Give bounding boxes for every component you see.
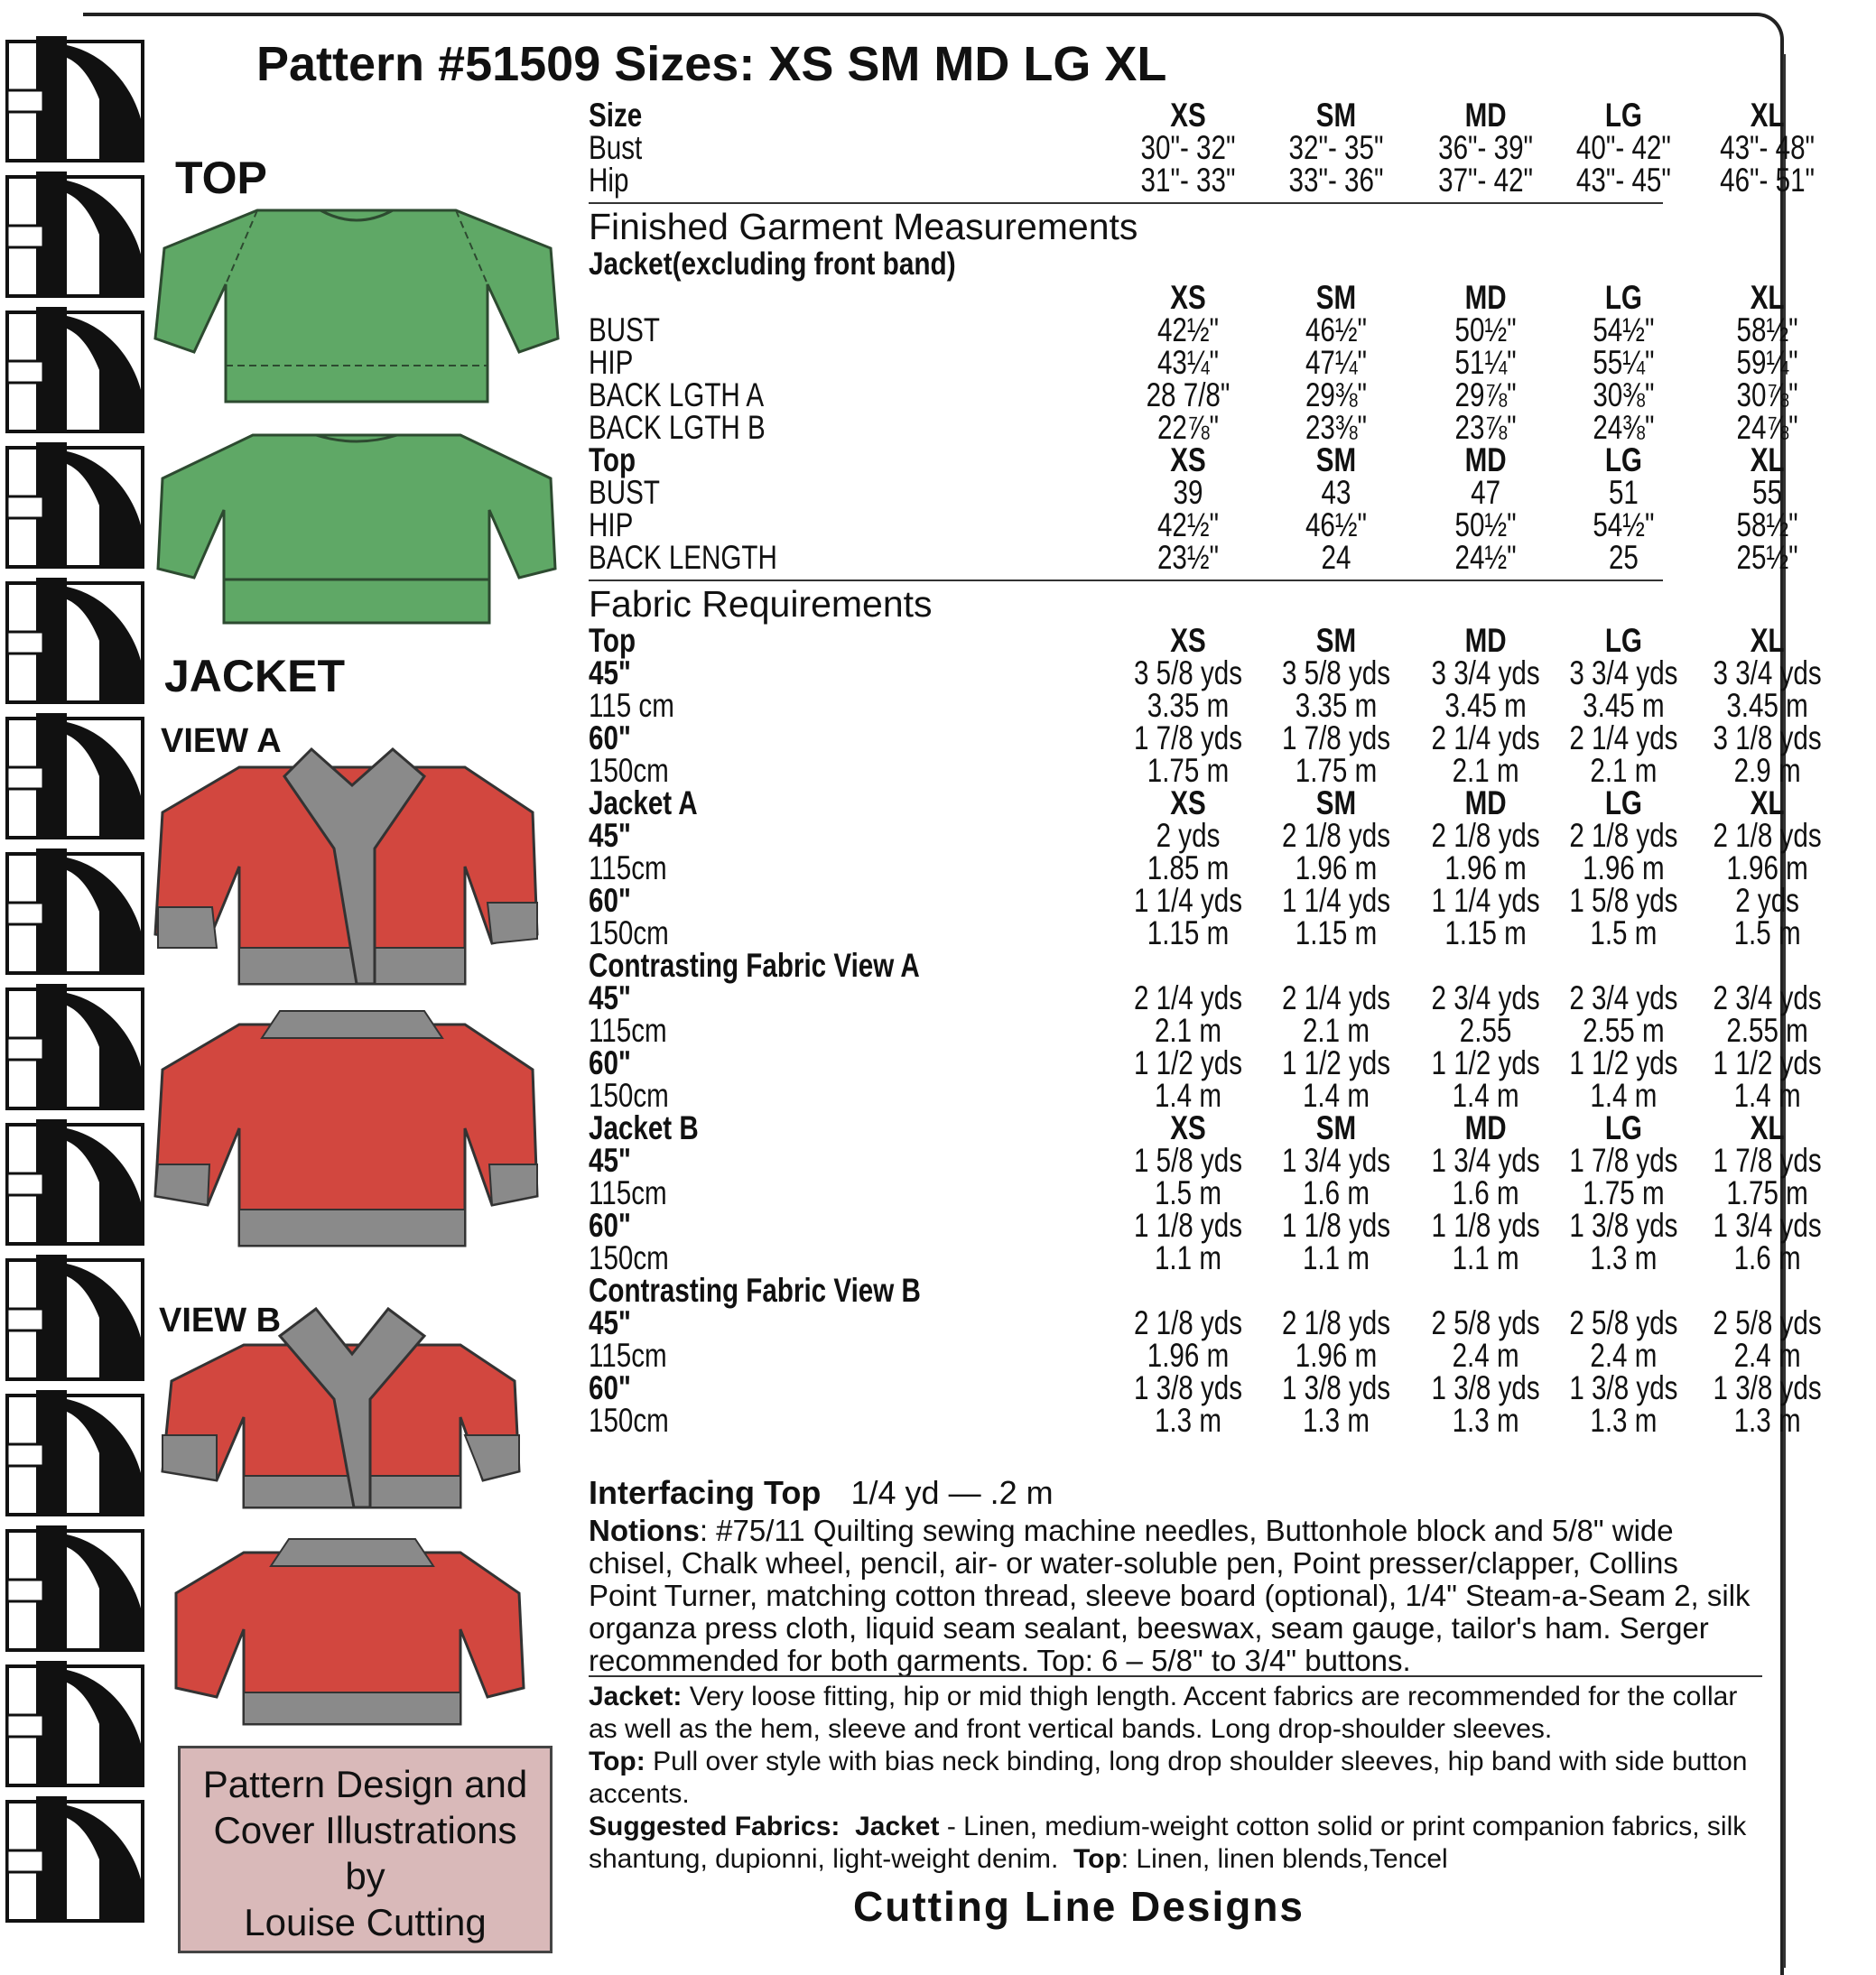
table-row — [589, 687, 1808, 724]
fabric-width-label: 45" — [589, 1142, 631, 1179]
row-label: BUST — [589, 311, 660, 348]
table-row — [589, 882, 1799, 919]
cell: 1.1 m — [1452, 1239, 1519, 1276]
cell: 50½" — [1454, 506, 1517, 543]
size-column-header: LG — [1604, 784, 1642, 821]
cell: 1.75 m — [1583, 1174, 1665, 1211]
cell: 1 3/8 yds — [1569, 1207, 1678, 1244]
size-column-header: MD — [1464, 622, 1507, 659]
divider — [589, 580, 1663, 581]
cell: 2.4 m — [1590, 1337, 1658, 1374]
finished-measurements-title: Finished Garment Measurements — [589, 206, 1138, 247]
cell: 1.5 m — [1590, 914, 1658, 951]
jacket-view-a-back-illustration — [153, 1002, 551, 1255]
size-column-header: XS — [1170, 622, 1206, 659]
cell: 54½" — [1593, 506, 1655, 543]
cell: 3 5/8 yds — [1133, 654, 1243, 691]
table-row — [589, 817, 1822, 854]
cell: 3 1/8 yds — [1713, 719, 1822, 756]
jacket-measurements-title: Jacket(excluding front band) — [589, 246, 956, 282]
row-label: BACK LENGTH — [589, 539, 777, 576]
cell: 2 1/8 yds — [1281, 817, 1391, 854]
fabric-width-label: 45" — [589, 1304, 631, 1341]
fabric-group-header — [589, 784, 1785, 821]
cell: 30⅜" — [1593, 376, 1655, 413]
jacket-view-b-front-illustration — [153, 1300, 551, 1516]
cell: 1.4 m — [1733, 1077, 1801, 1114]
cell: 3.45 m — [1444, 687, 1527, 724]
cell: 42½" — [1156, 311, 1220, 348]
row-label: BACK LGTH A — [589, 376, 765, 413]
cell: 1.96 m — [1147, 1337, 1230, 1374]
table-row — [589, 409, 1798, 446]
cell: 42½" — [1156, 506, 1220, 543]
cell: 1.3 m — [1154, 1402, 1222, 1439]
cell: 2 1/4 yds — [1569, 719, 1678, 756]
cell: 46½" — [1305, 311, 1368, 348]
table-row — [589, 311, 1798, 348]
fabric-group-title: Contrasting Fabric View B — [589, 1272, 921, 1309]
cell: 24½" — [1454, 539, 1517, 576]
cell: 2 1/8 yds — [1133, 1304, 1243, 1341]
cell: 1 7/8 yds — [1133, 719, 1243, 756]
size-column-header: LG — [1604, 1109, 1642, 1146]
cell: 1.96 m — [1295, 849, 1378, 886]
jacket-description-text: Very loose fitting, hip or mid thigh length. Accent fabrics are recommended for the collar as well as the hem, sleeve and front vertical bands. Long drop-shoulder sleeves. — [589, 1682, 1738, 1744]
cell: 3.35 m — [1147, 687, 1230, 724]
cell: 2 yds — [1735, 882, 1799, 919]
cell: 1.3 m — [1733, 1402, 1801, 1439]
cell: 1 1/2 yds — [1431, 1044, 1540, 1081]
cell: 2 1/4 yds — [1281, 979, 1391, 1016]
notions-text: : #75/11 Quilting sewing machine needles, Buttonhole block and 5/8" wide chisel, Chalk wheel, pencil, air- or water-soluble pen, Point presser/clapper, Collins Point Turner, matching cotton thread, sleeve board (optional), 1/4" Steam-a-Seam 2, silk organza press cloth, liquid seam sealant, beeswax, seam gauge, tailor's ham. Serger recommended for both garments. Top: 6 – 5/8" to 3/4" buttons. — [589, 1514, 1751, 1677]
size-col-sm: SM — [1315, 441, 1357, 478]
cell: 1.3 m — [1452, 1402, 1519, 1439]
cell: 2 1/8 yds — [1281, 1304, 1391, 1341]
cell: 58½" — [1736, 311, 1798, 348]
notions-label: Notions — [589, 1514, 700, 1547]
cell: 2.4 m — [1733, 1337, 1801, 1374]
cell: 46½" — [1305, 506, 1368, 543]
cell: 1 1/2 yds — [1281, 1044, 1391, 1081]
cell: 1.75 m — [1295, 752, 1378, 789]
cell: 1.4 m — [1154, 1077, 1222, 1114]
cell: 1 3/4 yds — [1281, 1142, 1391, 1179]
row-label: BACK LGTH B — [589, 409, 766, 446]
table-row — [589, 849, 1808, 886]
cell: 1 3/8 yds — [1569, 1369, 1678, 1406]
table-row — [589, 752, 1801, 789]
table-row — [589, 129, 1816, 166]
size-column-header: SM — [1315, 1109, 1357, 1146]
credit-line-3: by — [345, 1855, 385, 1897]
cell: 1.1 m — [1302, 1239, 1370, 1276]
size-col-sm: SM — [1315, 97, 1357, 134]
cell: 24⅜" — [1593, 409, 1655, 446]
cell: 1.96 m — [1295, 1337, 1378, 1374]
cell: 33"- 36" — [1288, 162, 1384, 199]
row-label: HIP — [589, 506, 634, 543]
cell: 1.15 m — [1295, 914, 1378, 951]
table-row — [589, 914, 1801, 951]
suggested-fabrics-label: Suggested Fabrics: — [589, 1812, 840, 1841]
fabric-width-label: 115cm — [589, 1174, 667, 1211]
suggested-fabrics-jacket-text: - Linen, medium-weight cotton solid or print companion fabrics, silk shantung, dupionni, light-weight denim. — [589, 1812, 1747, 1874]
credit-line-2: Cover Illustrations — [213, 1809, 517, 1851]
interfacing-line — [589, 1474, 1753, 1511]
cell: 1.4 m — [1452, 1077, 1519, 1114]
cell: 1.3 m — [1590, 1402, 1658, 1439]
cell: 2 3/4 yds — [1713, 979, 1822, 1016]
cell: 1.1 m — [1154, 1239, 1222, 1276]
cell: 2 5/8 yds — [1713, 1304, 1822, 1341]
cell: 23½" — [1156, 539, 1220, 576]
cell: 3 3/4 yds — [1569, 654, 1678, 691]
cell: 2.55 — [1459, 1012, 1512, 1049]
size-column-header: XS — [1170, 784, 1206, 821]
cell: 1 7/8 yds — [1569, 1142, 1678, 1179]
cell: 51 — [1608, 474, 1639, 511]
cell: 37"- 42" — [1438, 162, 1534, 199]
suggested-fabrics-jacket-label: Jacket — [855, 1812, 940, 1841]
size-col-xs: XS — [1170, 279, 1206, 316]
cell: 2.9 m — [1733, 752, 1801, 789]
cell: 1.75 m — [1147, 752, 1230, 789]
fabric-width-label: 150cm — [589, 1402, 669, 1439]
top-description-text: Pull over style with bias neck binding, long drop shoulder sleeves, hip band with side button accents. — [589, 1747, 1748, 1809]
table-row — [589, 539, 1798, 576]
size-column-header: LG — [1604, 622, 1642, 659]
cell: 43 — [1321, 474, 1351, 511]
cell: 23⅜" — [1305, 409, 1368, 446]
cell: 1 1/8 yds — [1133, 1207, 1243, 1244]
cell: 50½" — [1454, 311, 1517, 348]
cell: 2.1 m — [1452, 752, 1519, 789]
cell: 2.55 m — [1583, 1012, 1665, 1049]
fabric-width-label: 150cm — [589, 1077, 669, 1114]
size-column-header: SM — [1315, 622, 1357, 659]
fabric-group-title: Jacket B — [589, 1109, 699, 1146]
cell: 55 — [1752, 474, 1783, 511]
fabric-width-label: 45" — [589, 654, 631, 691]
cell: 1 3/8 yds — [1431, 1369, 1540, 1406]
size-col-md: MD — [1464, 97, 1507, 134]
top-header-row — [589, 441, 1785, 478]
cell: 43¼" — [1156, 344, 1220, 381]
cell: 1 1/4 yds — [1133, 882, 1243, 919]
cell: 54½" — [1593, 311, 1655, 348]
cell: 1 1/8 yds — [1281, 1207, 1391, 1244]
fabric-width-label: 60" — [589, 882, 631, 919]
fabric-width-label: 115cm — [589, 1012, 667, 1049]
fabric-requirements-title: Fabric Requirements — [589, 583, 933, 625]
cell: 1.6 m — [1733, 1239, 1801, 1276]
cell: 1.6 m — [1302, 1174, 1370, 1211]
cell: 1.4 m — [1302, 1077, 1370, 1114]
cell: 30"- 32" — [1140, 129, 1236, 166]
cell: 1.96 m — [1726, 849, 1808, 886]
cell: 2.4 m — [1452, 1337, 1519, 1374]
fabric-width-label: 60" — [589, 719, 631, 756]
table-row — [589, 1239, 1801, 1276]
size-label: Size — [589, 97, 643, 134]
size-column-header: XL — [1750, 622, 1785, 659]
cell: 1.6 m — [1452, 1174, 1519, 1211]
descriptions-paragraph — [589, 1681, 1753, 1876]
fabric-width-label: 115cm — [589, 849, 667, 886]
top-front-illustration — [153, 203, 560, 415]
size-column-header: XL — [1750, 1109, 1785, 1146]
cell: 28 7/8" — [1146, 376, 1231, 413]
size-col-xs: XS — [1170, 441, 1206, 478]
cell: 1.85 m — [1147, 849, 1230, 886]
top-label: TOP — [175, 153, 267, 203]
fabric-group-title: Jacket A — [589, 784, 698, 821]
cell: 1 1/2 yds — [1713, 1044, 1822, 1081]
table-row — [589, 1369, 1822, 1406]
cell: 25 — [1608, 539, 1639, 576]
cell: 47¼" — [1305, 344, 1368, 381]
cell: 46"- 51" — [1720, 162, 1816, 199]
table-row — [589, 654, 1822, 691]
cell: 1.3 m — [1590, 1239, 1658, 1276]
jacket-view-a-front-illustration — [153, 740, 551, 997]
cell: 3.35 m — [1295, 687, 1378, 724]
row-label: Hip — [589, 162, 629, 199]
cell: 1 3/8 yds — [1713, 1369, 1822, 1406]
suggested-fabrics-top-label: Top — [1073, 1844, 1121, 1874]
fabric-group-header — [589, 947, 1744, 984]
cell: 43"- 45" — [1575, 162, 1671, 199]
fabric-width-label: 115 cm — [589, 687, 674, 724]
cell: 29⅜" — [1305, 376, 1368, 413]
fabric-group-title: Top — [589, 622, 636, 659]
jacket-view-b-back-illustration — [153, 1516, 551, 1733]
table-row — [589, 506, 1798, 543]
fabric-groups — [589, 622, 1822, 1439]
cell: 1 7/8 yds — [1713, 1142, 1822, 1179]
fabric-group-header — [589, 1109, 1785, 1146]
table-row — [589, 1207, 1822, 1244]
cell: 24⅞" — [1736, 409, 1798, 446]
view-a-label: VIEW A — [161, 722, 282, 760]
cell: 1 1/8 yds — [1431, 1207, 1540, 1244]
cell: 47 — [1471, 474, 1501, 511]
table-row — [589, 1304, 1822, 1341]
cell: 3 3/4 yds — [1431, 654, 1540, 691]
cell: 1 5/8 yds — [1133, 1142, 1243, 1179]
credit-box — [178, 1746, 553, 1953]
view-b-label: VIEW B — [159, 1302, 282, 1340]
cell: 36"- 39" — [1438, 129, 1534, 166]
table-row — [589, 1174, 1808, 1211]
cell: 2.1 m — [1302, 1012, 1370, 1049]
cell: 29⅞" — [1454, 376, 1517, 413]
divider — [589, 1675, 1762, 1677]
cell: 1.75 m — [1726, 1174, 1808, 1211]
jacket-label: JACKET — [164, 651, 346, 701]
top-back-illustration — [153, 424, 560, 632]
fabric-group-header — [589, 622, 1785, 659]
cell: 25½" — [1736, 539, 1798, 576]
table-row — [589, 1044, 1822, 1081]
cell: 39 — [1173, 474, 1203, 511]
cell: 1 3/8 yds — [1281, 1369, 1391, 1406]
fabric-width-label: 60" — [589, 1369, 631, 1406]
top-description — [589, 1746, 1753, 1811]
cell: 43"- 48" — [1720, 129, 1816, 166]
table-row — [589, 376, 1798, 413]
fabric-width-label: 115cm — [589, 1337, 667, 1374]
row-label: HIP — [589, 344, 634, 381]
table-row — [589, 1337, 1801, 1374]
cell: 1.15 m — [1147, 914, 1230, 951]
cell: 2 5/8 yds — [1431, 1304, 1540, 1341]
cell: 1 1/4 yds — [1281, 882, 1391, 919]
table-row — [589, 1142, 1822, 1179]
cell: 59¼" — [1736, 344, 1798, 381]
fabric-width-label: 150cm — [589, 752, 669, 789]
cell: 3 3/4 yds — [1713, 654, 1822, 691]
cell: 1.96 m — [1583, 849, 1665, 886]
jacket-description — [589, 1681, 1753, 1746]
table-row — [589, 162, 1816, 199]
cell: 1 5/8 yds — [1569, 882, 1678, 919]
cell: 30⅞" — [1736, 376, 1798, 413]
cell: 2.55 m — [1726, 1012, 1808, 1049]
cell: 1.5 m — [1154, 1174, 1222, 1211]
size-col-xl: XL — [1750, 97, 1785, 134]
table-row — [589, 979, 1822, 1016]
size-column-header: MD — [1464, 1109, 1507, 1146]
size-header-row — [589, 97, 1785, 134]
measurements-area — [589, 97, 1822, 1439]
cell: 1.4 m — [1590, 1077, 1658, 1114]
suggested-fabrics-top-text: : Linen, linen blends,Tencel — [1120, 1844, 1448, 1874]
cell: 2.1 m — [1154, 1012, 1222, 1049]
fabric-width-label: 45" — [589, 817, 631, 854]
cell: 1 1/2 yds — [1569, 1044, 1678, 1081]
fabric-group-title: Contrasting Fabric View A — [589, 947, 920, 984]
table-row — [589, 1012, 1808, 1049]
size-col-sm: SM — [1315, 279, 1357, 316]
table-row — [589, 344, 1798, 381]
credit-line-1: Pattern Design and — [202, 1763, 528, 1805]
cell: 31"- 33" — [1140, 162, 1236, 199]
cell: 2 1/8 yds — [1569, 817, 1678, 854]
notions-paragraph — [589, 1515, 1753, 1677]
size-col-lg: LG — [1604, 441, 1642, 478]
jacket-header-row — [589, 279, 1785, 316]
cell: 2.1 m — [1590, 752, 1658, 789]
cell: 55¼" — [1593, 344, 1655, 381]
table-row — [589, 719, 1822, 756]
table-row — [589, 1402, 1801, 1439]
cell: 1.5 m — [1733, 914, 1801, 951]
cell: 22⅞" — [1156, 409, 1220, 446]
fabric-width-label: 150cm — [589, 914, 669, 951]
row-label: Bust — [589, 129, 643, 166]
interfacing-label: Interfacing Top — [589, 1474, 822, 1511]
size-column-header: SM — [1315, 784, 1357, 821]
size-column-header: XL — [1750, 784, 1785, 821]
fabric-width-label: 150cm — [589, 1239, 669, 1276]
divider — [589, 202, 1663, 204]
cell: 2 1/8 yds — [1713, 817, 1822, 854]
size-column-header: XS — [1170, 1109, 1206, 1146]
cell: 2 5/8 yds — [1569, 1304, 1678, 1341]
fabric-group-header — [589, 1272, 1744, 1309]
fabric-width-label: 45" — [589, 979, 631, 1016]
size-col-md: MD — [1464, 279, 1507, 316]
cell: 3.45 m — [1726, 687, 1808, 724]
size-column-header: MD — [1464, 784, 1507, 821]
row-label: BUST — [589, 474, 660, 511]
cell: 2 1/8 yds — [1431, 817, 1540, 854]
cell: 1 7/8 yds — [1281, 719, 1391, 756]
cell: 40"- 42" — [1575, 129, 1671, 166]
cell: 1 3/4 yds — [1431, 1142, 1540, 1179]
row-label: Top — [589, 441, 636, 478]
size-col-xl: XL — [1750, 441, 1785, 478]
table-row — [589, 474, 1783, 511]
cell: 1 3/8 yds — [1133, 1369, 1243, 1406]
cell: 3.45 m — [1583, 687, 1665, 724]
cell: 23⅞" — [1454, 409, 1517, 446]
size-col-lg: LG — [1604, 97, 1642, 134]
cell: 1.15 m — [1444, 914, 1527, 951]
top-description-label: Top: — [589, 1747, 645, 1776]
credit-line-4: Louise Cutting — [244, 1901, 487, 1943]
cell: 1 3/4 yds — [1713, 1207, 1822, 1244]
cell: 1.96 m — [1444, 849, 1527, 886]
jacket-description-label: Jacket: — [589, 1682, 683, 1711]
cell: 2 1/4 yds — [1133, 979, 1243, 1016]
cell: 51¼" — [1454, 344, 1517, 381]
fabric-width-label: 60" — [589, 1207, 631, 1244]
brand-footer: Cutting Line Designs — [853, 1883, 1305, 1930]
cell: 2 3/4 yds — [1431, 979, 1540, 1016]
cell: 3 5/8 yds — [1281, 654, 1391, 691]
interfacing-value: 1/4 yd — .2 m — [850, 1474, 1054, 1511]
size-col-xl: XL — [1750, 279, 1785, 316]
cell: 2 1/4 yds — [1431, 719, 1540, 756]
cell: 1.3 m — [1302, 1402, 1370, 1439]
size-col-md: MD — [1464, 441, 1507, 478]
size-col-xs: XS — [1170, 97, 1206, 134]
cell: 2 3/4 yds — [1569, 979, 1678, 1016]
cell: 1 1/4 yds — [1431, 882, 1540, 919]
cell: 1 1/2 yds — [1133, 1044, 1243, 1081]
size-col-lg: LG — [1604, 279, 1642, 316]
cell: 24 — [1321, 539, 1351, 576]
table-row — [589, 1077, 1801, 1114]
suggested-fabrics — [589, 1811, 1753, 1876]
cell: 58½" — [1736, 506, 1798, 543]
pattern-title: Pattern #51509 Sizes: XS SM MD LG XL — [256, 37, 1167, 91]
cell: 2 yds — [1156, 817, 1221, 854]
fabric-width-label: 60" — [589, 1044, 631, 1081]
cell: 32"- 35" — [1288, 129, 1384, 166]
